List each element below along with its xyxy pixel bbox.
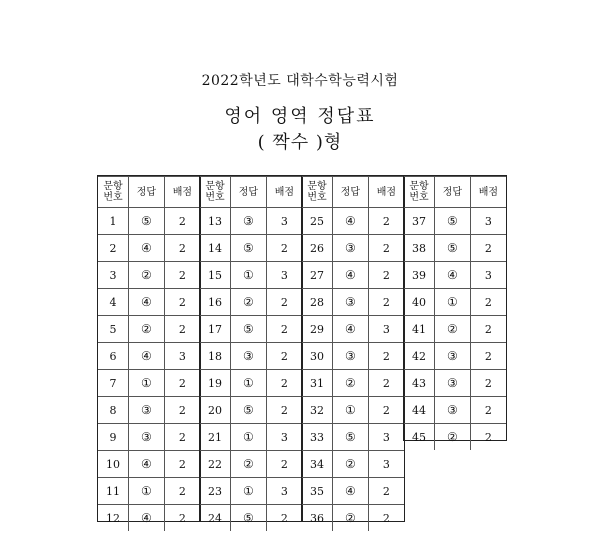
answer: ④ — [129, 505, 165, 532]
table-row — [404, 397, 506, 424]
question-number: 6 — [98, 343, 129, 370]
answer: ② — [129, 316, 165, 343]
answer: ⑤ — [435, 208, 471, 235]
table-row — [98, 424, 200, 451]
score: 2 — [368, 208, 404, 235]
answer: ③ — [435, 343, 471, 370]
score: 2 — [266, 370, 302, 397]
table-row — [302, 478, 404, 505]
answer: ① — [231, 424, 267, 451]
question-number: 43 — [404, 370, 435, 397]
answer: ② — [333, 370, 369, 397]
score: 2 — [470, 397, 506, 424]
score: 2 — [368, 262, 404, 289]
score: 2 — [266, 289, 302, 316]
score: 2 — [164, 397, 200, 424]
table-row — [302, 235, 404, 262]
table-row — [98, 262, 200, 289]
answer-table — [200, 176, 302, 531]
question-number: 12 — [98, 505, 129, 532]
answer-table — [302, 176, 404, 531]
question-number: 11 — [98, 478, 129, 505]
question-number: 22 — [200, 451, 231, 478]
table-row — [200, 505, 302, 532]
table-row — [404, 370, 506, 397]
table-row — [302, 343, 404, 370]
answer: ④ — [333, 262, 369, 289]
header-question-number: 문항 번호 — [98, 177, 129, 208]
header-row — [302, 177, 404, 208]
header-answer: 정답 — [435, 177, 471, 208]
answer: ⑤ — [333, 424, 369, 451]
answer-block — [301, 175, 405, 525]
score: 2 — [266, 235, 302, 262]
question-number: 21 — [200, 424, 231, 451]
answer: ① — [129, 370, 165, 397]
score: 2 — [164, 424, 200, 451]
answer: ④ — [333, 208, 369, 235]
table-row — [302, 262, 404, 289]
question-number: 27 — [302, 262, 333, 289]
question-number: 5 — [98, 316, 129, 343]
score: 2 — [164, 505, 200, 532]
table-row — [98, 343, 200, 370]
table-row — [404, 289, 506, 316]
header-score: 배점 — [266, 177, 302, 208]
table-row — [200, 289, 302, 316]
question-number: 24 — [200, 505, 231, 532]
table-row — [98, 478, 200, 505]
answer-block — [199, 175, 303, 525]
question-number: 9 — [98, 424, 129, 451]
table-row — [200, 262, 302, 289]
answer: ③ — [231, 343, 267, 370]
table-row — [98, 235, 200, 262]
question-number: 17 — [200, 316, 231, 343]
question-number: 26 — [302, 235, 333, 262]
question-number: 1 — [98, 208, 129, 235]
question-number: 29 — [302, 316, 333, 343]
table-row — [302, 289, 404, 316]
question-number: 4 — [98, 289, 129, 316]
answer: ② — [435, 316, 471, 343]
score: 2 — [368, 478, 404, 505]
question-number: 40 — [404, 289, 435, 316]
question-number: 45 — [404, 424, 435, 451]
table-row — [404, 343, 506, 370]
answer: ④ — [333, 478, 369, 505]
answer: ② — [435, 424, 471, 451]
header-score: 배점 — [470, 177, 506, 208]
table-row — [404, 262, 506, 289]
score: 3 — [164, 343, 200, 370]
question-number: 31 — [302, 370, 333, 397]
answer: ⑤ — [231, 397, 267, 424]
score: 3 — [470, 262, 506, 289]
table-row — [200, 424, 302, 451]
table-row — [98, 505, 200, 532]
score: 2 — [164, 370, 200, 397]
table-row — [200, 451, 302, 478]
header-row — [404, 177, 506, 208]
header-score: 배점 — [368, 177, 404, 208]
table-row — [200, 235, 302, 262]
table-row — [302, 316, 404, 343]
answer: ④ — [129, 343, 165, 370]
header-answer: 정답 — [129, 177, 165, 208]
score: 2 — [368, 343, 404, 370]
score: 3 — [470, 208, 506, 235]
answer-table — [404, 176, 506, 450]
question-number: 25 — [302, 208, 333, 235]
question-number: 10 — [98, 451, 129, 478]
question-number: 39 — [404, 262, 435, 289]
table-row — [302, 370, 404, 397]
question-number: 7 — [98, 370, 129, 397]
answer: ② — [231, 289, 267, 316]
answer: ⑤ — [231, 235, 267, 262]
score: 2 — [266, 451, 302, 478]
header-row — [200, 177, 302, 208]
question-number: 38 — [404, 235, 435, 262]
answer: ① — [231, 478, 267, 505]
score: 2 — [470, 343, 506, 370]
header-question-number: 문항 번호 — [302, 177, 333, 208]
question-number: 18 — [200, 343, 231, 370]
answer: ③ — [129, 397, 165, 424]
score: 3 — [266, 262, 302, 289]
score: 2 — [470, 370, 506, 397]
score: 2 — [266, 343, 302, 370]
question-number: 41 — [404, 316, 435, 343]
score: 2 — [368, 370, 404, 397]
question-number: 36 — [302, 505, 333, 532]
table-row — [98, 397, 200, 424]
answer: ④ — [333, 316, 369, 343]
answer: ④ — [435, 262, 471, 289]
table-row — [98, 370, 200, 397]
table-row — [200, 478, 302, 505]
question-number: 3 — [98, 262, 129, 289]
question-number: 35 — [302, 478, 333, 505]
table-row — [200, 208, 302, 235]
score: 2 — [266, 316, 302, 343]
answer: ⑤ — [231, 505, 267, 532]
question-number: 44 — [404, 397, 435, 424]
table-row — [404, 316, 506, 343]
score: 2 — [470, 289, 506, 316]
score: 2 — [164, 289, 200, 316]
score: 2 — [266, 505, 302, 532]
answer-block — [97, 175, 201, 525]
header-question-number: 문항 번호 — [200, 177, 231, 208]
score: 3 — [368, 424, 404, 451]
answer: ④ — [129, 289, 165, 316]
score: 2 — [164, 262, 200, 289]
answer: ⑤ — [435, 235, 471, 262]
answer-key-title: 영어 영역 정답표 — [224, 106, 376, 127]
question-number: 42 — [404, 343, 435, 370]
table-row — [98, 208, 200, 235]
answer: ② — [333, 451, 369, 478]
table-row — [200, 397, 302, 424]
score: 2 — [164, 208, 200, 235]
score: 3 — [266, 208, 302, 235]
table-row — [200, 370, 302, 397]
table-row — [302, 397, 404, 424]
question-number: 2 — [98, 235, 129, 262]
question-number: 19 — [200, 370, 231, 397]
answer: ② — [129, 262, 165, 289]
answer: ① — [231, 262, 267, 289]
answer: ② — [231, 451, 267, 478]
table-row — [404, 208, 506, 235]
answer: ② — [333, 505, 369, 532]
header-question-number: 문항 번호 — [404, 177, 435, 208]
form-type: ( 짝수 )형 — [257, 132, 343, 153]
score: 3 — [266, 478, 302, 505]
answer-table — [98, 176, 200, 531]
score: 2 — [266, 397, 302, 424]
table-row — [200, 316, 302, 343]
question-number: 37 — [404, 208, 435, 235]
question-number: 16 — [200, 289, 231, 316]
question-number: 13 — [200, 208, 231, 235]
score: 2 — [164, 451, 200, 478]
score: 2 — [470, 235, 506, 262]
header-answer: 정답 — [231, 177, 267, 208]
score: 2 — [164, 316, 200, 343]
answer: ③ — [435, 370, 471, 397]
table-row — [98, 289, 200, 316]
answer: ③ — [333, 235, 369, 262]
answer-key-grid — [97, 175, 507, 525]
header-row — [98, 177, 200, 208]
answer: ① — [129, 478, 165, 505]
table-row — [302, 424, 404, 451]
score: 2 — [470, 316, 506, 343]
answer: ③ — [435, 397, 471, 424]
answer: ⑤ — [129, 208, 165, 235]
answer: ④ — [129, 235, 165, 262]
question-number: 15 — [200, 262, 231, 289]
answer-block — [403, 175, 507, 444]
table-row — [98, 451, 200, 478]
score: 2 — [164, 235, 200, 262]
score: 2 — [368, 289, 404, 316]
answer: ③ — [129, 424, 165, 451]
score: 2 — [368, 505, 404, 532]
answer: ③ — [333, 343, 369, 370]
question-number: 20 — [200, 397, 231, 424]
score: 2 — [368, 235, 404, 262]
score: 3 — [266, 424, 302, 451]
question-number: 14 — [200, 235, 231, 262]
header-score: 배점 — [164, 177, 200, 208]
question-number: 33 — [302, 424, 333, 451]
answer: ⑤ — [231, 316, 267, 343]
question-number: 32 — [302, 397, 333, 424]
answer: ① — [333, 397, 369, 424]
question-number: 8 — [98, 397, 129, 424]
answer: ③ — [231, 208, 267, 235]
question-number: 30 — [302, 343, 333, 370]
score: 3 — [368, 451, 404, 478]
table-row — [200, 343, 302, 370]
table-row — [404, 424, 506, 451]
table-row — [302, 451, 404, 478]
answer: ③ — [333, 289, 369, 316]
question-number: 28 — [302, 289, 333, 316]
answer: ④ — [129, 451, 165, 478]
exam-title: 2022학년도 대학수학능력시험 — [201, 73, 399, 89]
question-number: 34 — [302, 451, 333, 478]
table-row — [302, 208, 404, 235]
score: 2 — [470, 424, 506, 451]
header-answer: 정답 — [333, 177, 369, 208]
answer: ① — [231, 370, 267, 397]
table-row — [404, 235, 506, 262]
table-row — [98, 316, 200, 343]
score: 2 — [368, 397, 404, 424]
score: 2 — [164, 478, 200, 505]
table-row — [302, 505, 404, 532]
question-number: 23 — [200, 478, 231, 505]
score: 3 — [368, 316, 404, 343]
answer: ① — [435, 289, 471, 316]
